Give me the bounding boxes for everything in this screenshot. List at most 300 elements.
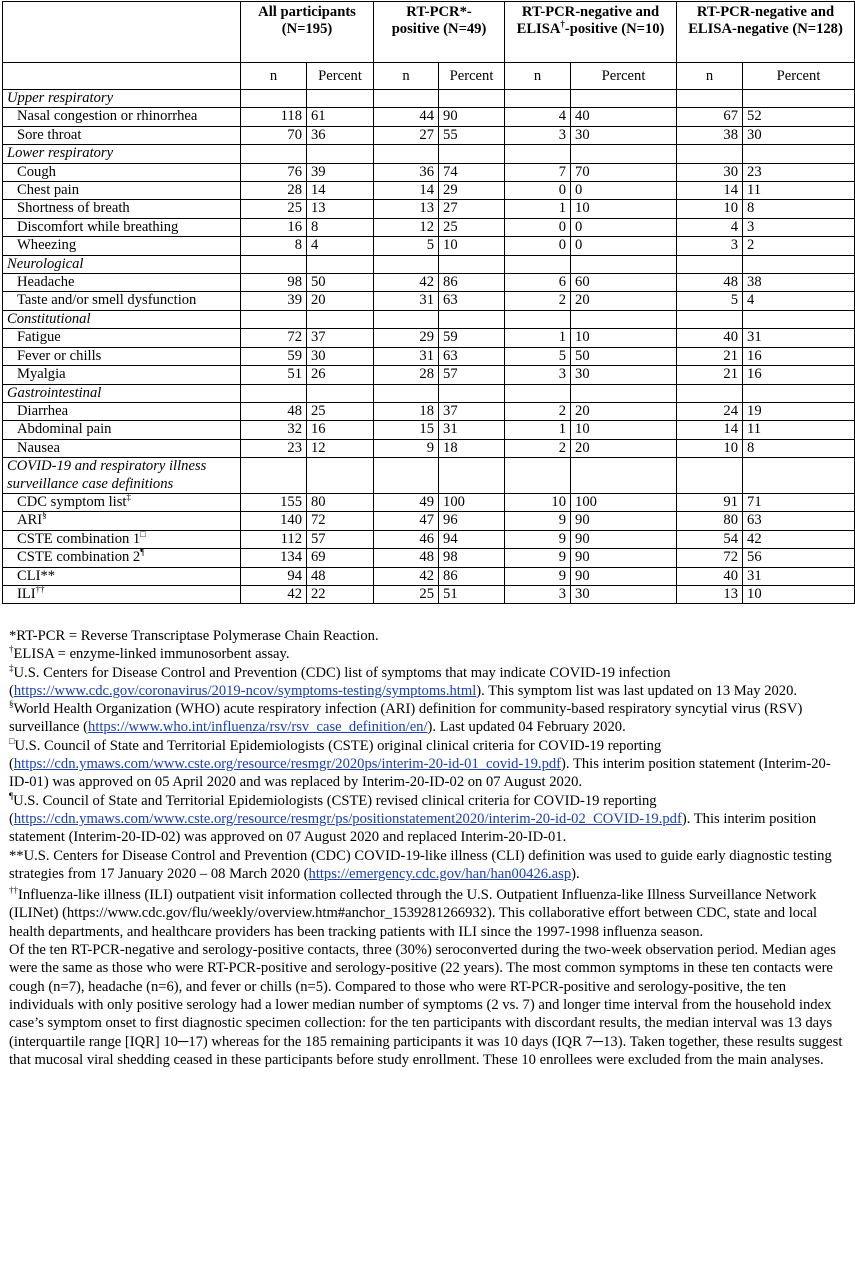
empty-cell	[571, 145, 677, 163]
empty-cell	[505, 255, 571, 273]
count-cell: 30	[677, 163, 743, 181]
percent-cell: 30	[307, 347, 374, 365]
count-cell: 5	[505, 347, 571, 365]
count-cell: 7	[505, 163, 571, 181]
percent-cell: 4	[743, 292, 855, 310]
count-cell: 2	[505, 402, 571, 420]
percent-cell: 61	[307, 108, 374, 126]
empty-cell	[374, 458, 439, 494]
table-row	[3, 126, 855, 144]
empty-cell	[374, 255, 439, 273]
count-cell: 46	[374, 530, 439, 548]
table-row	[3, 108, 855, 126]
percent-cell: 90	[571, 567, 677, 585]
row-label: Headache	[3, 274, 241, 292]
count-cell: 48	[241, 402, 307, 420]
count-cell: 3	[505, 585, 571, 603]
count-cell: 40	[677, 329, 743, 347]
empty-cell	[241, 255, 307, 273]
count-cell: 25	[374, 585, 439, 603]
percent-cell: 37	[307, 329, 374, 347]
empty-cell	[374, 145, 439, 163]
count-cell: 9	[505, 567, 571, 585]
empty-cell	[505, 145, 571, 163]
empty-cell	[307, 384, 374, 402]
count-cell: 21	[677, 366, 743, 384]
count-cell: 39	[241, 292, 307, 310]
percent-cell: 57	[307, 530, 374, 548]
empty-cell	[743, 90, 855, 108]
table-row	[3, 163, 855, 181]
table-row	[3, 493, 855, 511]
count-cell: 28	[241, 182, 307, 200]
row-label: CSTE combination 2¶	[3, 549, 241, 567]
row-label: Nasal congestion or rhinorrhea	[3, 108, 241, 126]
percent-cell: 74	[439, 163, 505, 181]
count-cell: 91	[677, 493, 743, 511]
count-cell: 15	[374, 421, 439, 439]
footnotes	[9, 627, 849, 1069]
percent-cell: 14	[307, 182, 374, 200]
percent-cell: 13	[307, 200, 374, 218]
subheader-percent: Percent	[571, 63, 677, 90]
row-label: Shortness of breath	[3, 200, 241, 218]
percent-cell: 0	[571, 237, 677, 255]
percent-cell: 51	[439, 585, 505, 603]
category-label: Upper respiratory	[3, 90, 241, 108]
count-cell: 3	[677, 237, 743, 255]
percent-cell: 30	[571, 585, 677, 603]
empty-cell	[241, 384, 307, 402]
percent-cell: 30	[571, 366, 677, 384]
percent-cell: 100	[571, 493, 677, 511]
percent-cell: 42	[743, 530, 855, 548]
empty-cell	[241, 458, 307, 494]
empty-cell	[743, 384, 855, 402]
count-cell: 51	[241, 366, 307, 384]
cdc-han-link[interactable]: https://emergency.cdc.gov/han/han00426.asp	[308, 865, 572, 882]
count-cell: 118	[241, 108, 307, 126]
percent-cell: 30	[743, 126, 855, 144]
percent-cell: 38	[743, 274, 855, 292]
count-cell: 9	[374, 439, 439, 457]
percent-cell: 22	[307, 585, 374, 603]
table-row	[3, 439, 855, 457]
count-cell: 0	[505, 237, 571, 255]
percent-cell: 59	[439, 329, 505, 347]
table-row	[3, 585, 855, 603]
percent-cell: 10	[743, 585, 855, 603]
count-cell: 42	[374, 567, 439, 585]
percent-cell: 0	[571, 182, 677, 200]
count-cell: 14	[677, 182, 743, 200]
percent-cell: 80	[307, 493, 374, 511]
footnote-rtpcr: *RT-PCR = Reverse Transcriptase Polymerase Chain Reaction.	[9, 628, 379, 644]
empty-cell	[307, 90, 374, 108]
empty-cell	[571, 255, 677, 273]
count-cell: 44	[374, 108, 439, 126]
footnote-cste-2: ¶U.S. Council of State and Territorial Epidemiologists (CSTE) revised clinical criteria for COVID-19 reporting (https://cdn.ymaws.com/www.cste.org/resource/resmgr/ps/positionstatement2020/interim-20-id-02_COVID-19.pdf). This interim position statement (Interim-20-ID-02) was approved on 07 August 2020 and replaced Interim-20-ID-01.	[9, 790, 817, 846]
empty-cell	[677, 255, 743, 273]
subheader-n: n	[241, 63, 307, 90]
percent-cell: 48	[307, 567, 374, 585]
table-row	[3, 347, 855, 365]
group-header-elisa-negative: RT-PCR-negative and ELISA-negative (N=128)	[677, 2, 855, 63]
who-rsv-link[interactable]: https://www.who.int/influenza/rsv/rsv_case_definition/en/	[88, 719, 428, 736]
stub-subheader	[3, 63, 241, 90]
percent-cell: 12	[307, 439, 374, 457]
percent-cell: 69	[307, 549, 374, 567]
percent-cell: 8	[743, 200, 855, 218]
percent-cell: 90	[571, 530, 677, 548]
table-row	[3, 145, 855, 163]
subheader-row	[3, 63, 855, 90]
empty-cell	[743, 310, 855, 328]
table-row	[3, 384, 855, 402]
empty-cell	[439, 458, 505, 494]
empty-cell	[571, 458, 677, 494]
count-cell: 134	[241, 549, 307, 567]
percent-cell: 30	[571, 126, 677, 144]
empty-cell	[374, 384, 439, 402]
empty-cell	[307, 458, 374, 494]
count-cell: 5	[374, 237, 439, 255]
table-row	[3, 567, 855, 585]
count-cell: 4	[505, 108, 571, 126]
table-row	[3, 329, 855, 347]
row-label: Cough	[3, 163, 241, 181]
empty-cell	[571, 310, 677, 328]
footnote-cste-1: □U.S. Council of State and Territorial Epidemiologists (CSTE) original clinical criteria for COVID-19 reporting (https://cdn.ymaws.com/www.cste.org/resource/resmgr/2020ps/interim-20-id-01_covid-19.pdf). This interim position statement (Interim-20-ID-01) was approved on 05 April 2020 and was replaced by Interim-20-ID-02 on 07 August 2020.	[9, 735, 831, 791]
percent-cell: 39	[307, 163, 374, 181]
count-cell: 14	[374, 182, 439, 200]
row-label: Diarrhea	[3, 402, 241, 420]
table-row	[3, 90, 855, 108]
row-label: Discomfort while breathing	[3, 218, 241, 236]
percent-cell: 31	[743, 567, 855, 585]
count-cell: 9	[505, 512, 571, 530]
percent-cell: 31	[439, 421, 505, 439]
subheader-percent: Percent	[743, 63, 855, 90]
row-label: CLI**	[3, 567, 241, 585]
table-row	[3, 218, 855, 236]
percent-cell: 10	[571, 421, 677, 439]
empty-cell	[677, 90, 743, 108]
percent-cell: 94	[439, 530, 505, 548]
table-row	[3, 530, 855, 548]
count-cell: 94	[241, 567, 307, 585]
table-row	[3, 274, 855, 292]
empty-cell	[743, 145, 855, 163]
count-cell: 48	[374, 549, 439, 567]
count-cell: 42	[241, 585, 307, 603]
footnote-cli: **U.S. Centers for Disease Control and Prevention (CDC) COVID-19-like illness (CLI) definition was used to guide early diagnostic testing strategies from 17 January 2020 – 08 March 2020 (https://emergency.cdc.gov/han/han00426.asp).	[9, 847, 832, 882]
empty-cell	[677, 384, 743, 402]
percent-cell: 63	[439, 347, 505, 365]
table-row	[3, 366, 855, 384]
percent-cell: 50	[307, 274, 374, 292]
count-cell: 47	[374, 512, 439, 530]
footnote-cdc-symptom-list: ‡U.S. Centers for Disease Control and Prevention (CDC) list of symptoms that may indicate COVID-19 infection (https://www.cdc.gov/coronavirus/2019-ncov/symptoms-testing/symptoms.html). This symptom list was last updated on 13 May 2020.	[9, 662, 798, 699]
symptoms-table	[2, 1, 855, 604]
count-cell: 49	[374, 493, 439, 511]
percent-cell: 25	[307, 402, 374, 420]
count-cell: 42	[374, 274, 439, 292]
row-label: Myalgia	[3, 366, 241, 384]
percent-cell: 37	[439, 402, 505, 420]
count-cell: 25	[241, 200, 307, 218]
percent-cell: 63	[439, 292, 505, 310]
category-label: COVID-19 and respiratory illness surveillance case definitions	[3, 458, 241, 494]
row-label: ARI§	[3, 512, 241, 530]
percent-cell: 10	[571, 200, 677, 218]
percent-cell: 90	[439, 108, 505, 126]
count-cell: 54	[677, 530, 743, 548]
count-cell: 5	[677, 292, 743, 310]
percent-cell: 29	[439, 182, 505, 200]
row-label: CSTE combination 1□	[3, 530, 241, 548]
percent-cell: 27	[439, 200, 505, 218]
table-row	[3, 237, 855, 255]
percent-cell: 26	[307, 366, 374, 384]
empty-cell	[743, 458, 855, 494]
percent-cell: 98	[439, 549, 505, 567]
percent-cell: 90	[571, 549, 677, 567]
percent-cell: 56	[743, 549, 855, 567]
row-label: ILI††	[3, 585, 241, 603]
percent-cell: 4	[307, 237, 374, 255]
count-cell: 59	[241, 347, 307, 365]
empty-cell	[677, 458, 743, 494]
empty-cell	[677, 310, 743, 328]
percent-cell: 25	[439, 218, 505, 236]
row-label: Taste and/or smell dysfunction	[3, 292, 241, 310]
percent-cell: 10	[571, 329, 677, 347]
table-row	[3, 402, 855, 420]
count-cell: 67	[677, 108, 743, 126]
footnote-who-ari: §World Health Organization (WHO) acute respiratory infection (ARI) definition for community-based respiratory syncytial virus (RSV) surveillance (https://www.who.int/influenza/rsv/rsv_case_definition/en/). Last updated 04 February 2020.	[9, 699, 803, 736]
count-cell: 80	[677, 512, 743, 530]
count-cell: 0	[505, 182, 571, 200]
empty-cell	[307, 145, 374, 163]
group-header-row	[3, 2, 855, 63]
subheader-n: n	[677, 63, 743, 90]
empty-cell	[374, 90, 439, 108]
count-cell: 3	[505, 366, 571, 384]
empty-cell	[439, 90, 505, 108]
row-label: Nausea	[3, 439, 241, 457]
count-cell: 1	[505, 200, 571, 218]
percent-cell: 86	[439, 567, 505, 585]
count-cell: 72	[677, 549, 743, 567]
empty-cell	[677, 145, 743, 163]
count-cell: 70	[241, 126, 307, 144]
count-cell: 16	[241, 218, 307, 236]
group-header-all: All participants (N=195)	[241, 2, 374, 63]
count-cell: 9	[505, 549, 571, 567]
count-cell: 140	[241, 512, 307, 530]
percent-cell: 3	[743, 218, 855, 236]
percent-cell: 36	[307, 126, 374, 144]
table-row	[3, 421, 855, 439]
empty-cell	[307, 310, 374, 328]
percent-cell: 63	[743, 512, 855, 530]
count-cell: 0	[505, 218, 571, 236]
count-cell: 48	[677, 274, 743, 292]
cste-interim-02-link[interactable]: https://cdn.ymaws.com/www.cste.org/resource/resmgr/ps/positionstatement2020/interim-20-id-02_COVID-19.pdf	[13, 810, 682, 827]
percent-cell: 31	[743, 329, 855, 347]
count-cell: 1	[505, 421, 571, 439]
count-cell: 9	[505, 530, 571, 548]
count-cell: 10	[677, 439, 743, 457]
percent-cell: 8	[743, 439, 855, 457]
row-label: Fatigue	[3, 329, 241, 347]
percent-cell: 16	[743, 366, 855, 384]
table-row	[3, 255, 855, 273]
count-cell: 21	[677, 347, 743, 365]
category-label: Constitutional	[3, 310, 241, 328]
table-row	[3, 512, 855, 530]
footnote-elisa: †ELISA = enzyme-linked immunosorbent assay.	[9, 644, 290, 663]
percent-cell: 8	[307, 218, 374, 236]
cdc-symptoms-link[interactable]: https://www.cdc.gov/coronavirus/2019-ncov/symptoms-testing/symptoms.html	[13, 682, 477, 699]
percent-cell: 20	[571, 292, 677, 310]
subheader-n: n	[374, 63, 439, 90]
percent-cell: 20	[571, 439, 677, 457]
stub-header	[3, 2, 241, 63]
percent-cell: 18	[439, 439, 505, 457]
percent-cell: 11	[743, 421, 855, 439]
count-cell: 12	[374, 218, 439, 236]
category-label: Lower respiratory	[3, 145, 241, 163]
count-cell: 72	[241, 329, 307, 347]
percent-cell: 2	[743, 237, 855, 255]
count-cell: 2	[505, 439, 571, 457]
category-label: Neurological	[3, 255, 241, 273]
count-cell: 40	[677, 567, 743, 585]
percent-cell: 90	[571, 512, 677, 530]
percent-cell: 57	[439, 366, 505, 384]
percent-cell: 96	[439, 512, 505, 530]
empty-cell	[439, 310, 505, 328]
count-cell: 8	[241, 237, 307, 255]
count-cell: 13	[374, 200, 439, 218]
percent-cell: 11	[743, 182, 855, 200]
empty-cell	[439, 145, 505, 163]
percent-cell: 70	[571, 163, 677, 181]
body-paragraph: Of the ten RT-PCR-negative and serology-positive contacts, three (30%) seroconverted during the two-week observation period. Median ages were the same as those who were RT-PCR-positive and serology-positive (22 years). The most common symptoms in these ten contacts were cough (n=7), headache (n=6), and fever or chills (n=5). Compared to those who were RT-PCR-positive and serology-positive, the ten individuals with only positive serology had a lower median number of symptoms (2 vs. 7) and longer time interval from the household index case’s symptom onset to first diagnostic specimen collection: for the ten participants with discordant results, the median interval was 13 days (interquartile range [IQR] 10─17) whereas for the 185 remaining participants it was 10 days (IQR 7─13). Taken together, these results suggest that mucosal viral shedding ceased in these participants before study enrollment. These 10 enrollees were excluded from the main analyses.	[9, 942, 843, 1068]
count-cell: 3	[505, 126, 571, 144]
count-cell: 112	[241, 530, 307, 548]
count-cell: 27	[374, 126, 439, 144]
group-header-elisa-positive: RT-PCR-negative and ELISA†-positive (N=10)	[505, 2, 677, 63]
row-label: Sore throat	[3, 126, 241, 144]
count-cell: 155	[241, 493, 307, 511]
percent-cell: 0	[571, 218, 677, 236]
empty-cell	[505, 90, 571, 108]
group-header-pcr-positive: RT-PCR*- positive (N=49)	[374, 2, 505, 63]
empty-cell	[571, 90, 677, 108]
count-cell: 4	[677, 218, 743, 236]
count-cell: 2	[505, 292, 571, 310]
table-body	[3, 90, 855, 604]
count-cell: 24	[677, 402, 743, 420]
count-cell: 32	[241, 421, 307, 439]
empty-cell	[505, 384, 571, 402]
row-label: Chest pain	[3, 182, 241, 200]
empty-cell	[241, 145, 307, 163]
row-label: CDC symptom list‡	[3, 493, 241, 511]
table-row	[3, 200, 855, 218]
percent-cell: 23	[743, 163, 855, 181]
percent-cell: 100	[439, 493, 505, 511]
count-cell: 1	[505, 329, 571, 347]
table-row	[3, 182, 855, 200]
count-cell: 10	[677, 200, 743, 218]
percent-cell: 20	[307, 292, 374, 310]
empty-cell	[439, 255, 505, 273]
table-row	[3, 549, 855, 567]
empty-cell	[241, 90, 307, 108]
percent-cell: 20	[571, 402, 677, 420]
percent-cell: 60	[571, 274, 677, 292]
empty-cell	[307, 255, 374, 273]
category-label: Gastrointestinal	[3, 384, 241, 402]
subheader-percent: Percent	[439, 63, 505, 90]
table-row	[3, 292, 855, 310]
percent-cell: 86	[439, 274, 505, 292]
subheader-percent: Percent	[307, 63, 374, 90]
count-cell: 98	[241, 274, 307, 292]
count-cell: 76	[241, 163, 307, 181]
percent-cell: 55	[439, 126, 505, 144]
empty-cell	[374, 310, 439, 328]
count-cell: 18	[374, 402, 439, 420]
row-label: Fever or chills	[3, 347, 241, 365]
percent-cell: 19	[743, 402, 855, 420]
count-cell: 10	[505, 493, 571, 511]
count-cell: 14	[677, 421, 743, 439]
count-cell: 29	[374, 329, 439, 347]
count-cell: 36	[374, 163, 439, 181]
subheader-n: n	[505, 63, 571, 90]
count-cell: 13	[677, 585, 743, 603]
empty-cell	[505, 458, 571, 494]
percent-cell: 10	[439, 237, 505, 255]
footnote-ili: ††Influenza-like illness (ILI) outpatient visit information collected through the U.S. Outpatient Influenza-like Illness Surveillance Network (ILINet) (https://www.cdc.gov/flu/weekly/overview.htm#anchor_1539281266932). This collaborative effort between CDC, state and local health departments, and healthcare providers has been tracking patients with ILI since the 1997-1998 influenza season.	[9, 885, 818, 940]
percent-cell: 16	[307, 421, 374, 439]
percent-cell: 71	[743, 493, 855, 511]
empty-cell	[505, 310, 571, 328]
percent-cell: 72	[307, 512, 374, 530]
row-label: Abdominal pain	[3, 421, 241, 439]
table-row	[3, 310, 855, 328]
count-cell: 6	[505, 274, 571, 292]
cste-interim-01-link[interactable]: https://cdn.ymaws.com/www.cste.org/resource/resmgr/2020ps/interim-20-id-01_covid-19.pdf	[13, 756, 562, 773]
row-label: Wheezing	[3, 237, 241, 255]
percent-cell: 50	[571, 347, 677, 365]
empty-cell	[743, 255, 855, 273]
empty-cell	[571, 384, 677, 402]
count-cell: 38	[677, 126, 743, 144]
table-row	[3, 458, 855, 494]
percent-cell: 16	[743, 347, 855, 365]
count-cell: 31	[374, 347, 439, 365]
percent-cell: 52	[743, 108, 855, 126]
count-cell: 28	[374, 366, 439, 384]
empty-cell	[241, 310, 307, 328]
count-cell: 31	[374, 292, 439, 310]
